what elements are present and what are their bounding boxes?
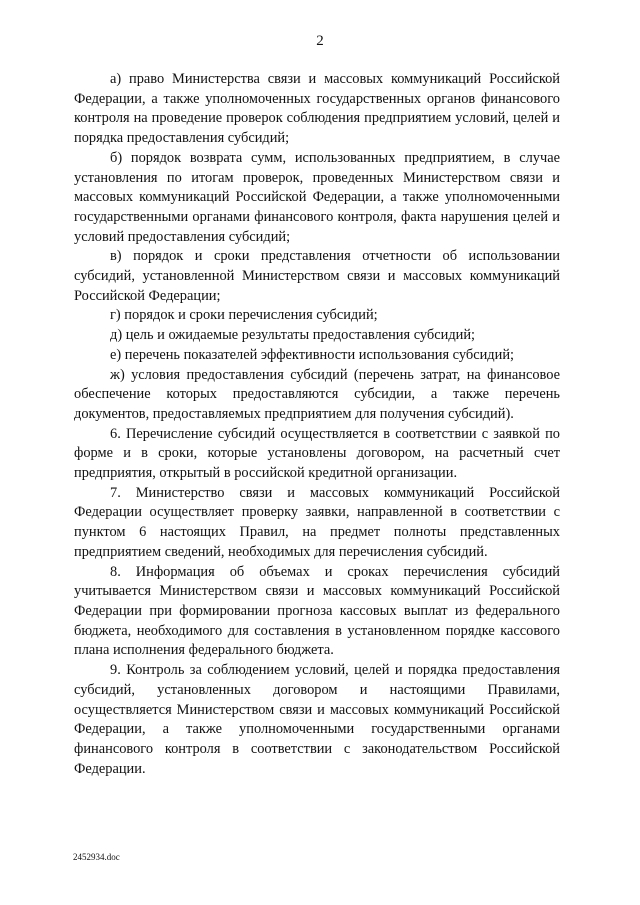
paragraph-zh: ж) условия предоставления субсидий (перечень затрат, на финансовое обеспечение которых предоставляются субсидии, а также перечень документов, предоставляемых предприятием для получения субсидий).	[74, 366, 560, 422]
paragraph-9: 9. Контроль за соблюдением условий, целей и порядка предоставления субсидий, установленных договором и настоящими Правилами, осуществляется Министерством связи и массовых коммуникаций Российской Федерации, а также уполномоченными государственными органами финансового контроля в соответствии с законодательством Российской Федерации.	[74, 662, 560, 777]
paragraph-g: г) порядок и сроки перечисления субсидий;	[110, 307, 378, 324]
paragraph-8: 8. Информация об объемах и сроках перечисления субсидий учитывается Министерством связи и массовых коммуникаций Российской Федерации при формировании прогноза кассовых выплат из федерального бюджета, необходимого для составления в установленном порядке кассового плана исполнения федерального бюджета.	[74, 563, 560, 659]
page-number: 2	[316, 33, 324, 49]
paragraph-6: 6. Перечисление субсидий осуществляется в соответствии с заявкой по форме и в сроки, которые установлены договором, на расчетный счет предприятия, открытый в российской кредитной организации.	[74, 425, 560, 482]
paragraph-7: 7. Министерство связи и массовых коммуникаций Российской Федерации осуществляет проверку заявки, направленной в соответствии с пунктом 6 настоящих Правил, на предмет полноты представленных предприятием сведений, необходимых для перечисления субсидий.	[74, 484, 560, 560]
paragraph-b: б) порядок возврата сумм, использованных предприятием, в случае установления по итогам проверок, проведенных Министерством связи и массовых коммуникаций Российской Федерации, а также уполномоченными государственными органами финансового контроля, факта нарушения целей и условий предоставления субсидий;	[74, 149, 560, 245]
paragraph-v: в) порядок и сроки представления отчетности об использовании субсидий, установленной Министерством связи и массовых коммуникаций Российской Федерации;	[74, 248, 560, 304]
document-body	[74, 70, 560, 779]
paragraph-d: д) цель и ожидаемые результаты предоставления субсидий;	[110, 327, 476, 344]
document-filename: 2452934.doc	[73, 852, 120, 862]
paragraph-e: е) перечень показателей эффективности использования субсидий;	[110, 346, 515, 363]
paragraph-a: а) право Министерства связи и массовых коммуникаций Российской Федерации, а также уполномоченных государственных органов финансового контроля на проведение проверок соблюдения предприятием условий, целей и порядка предоставления субсидий;	[74, 71, 560, 147]
